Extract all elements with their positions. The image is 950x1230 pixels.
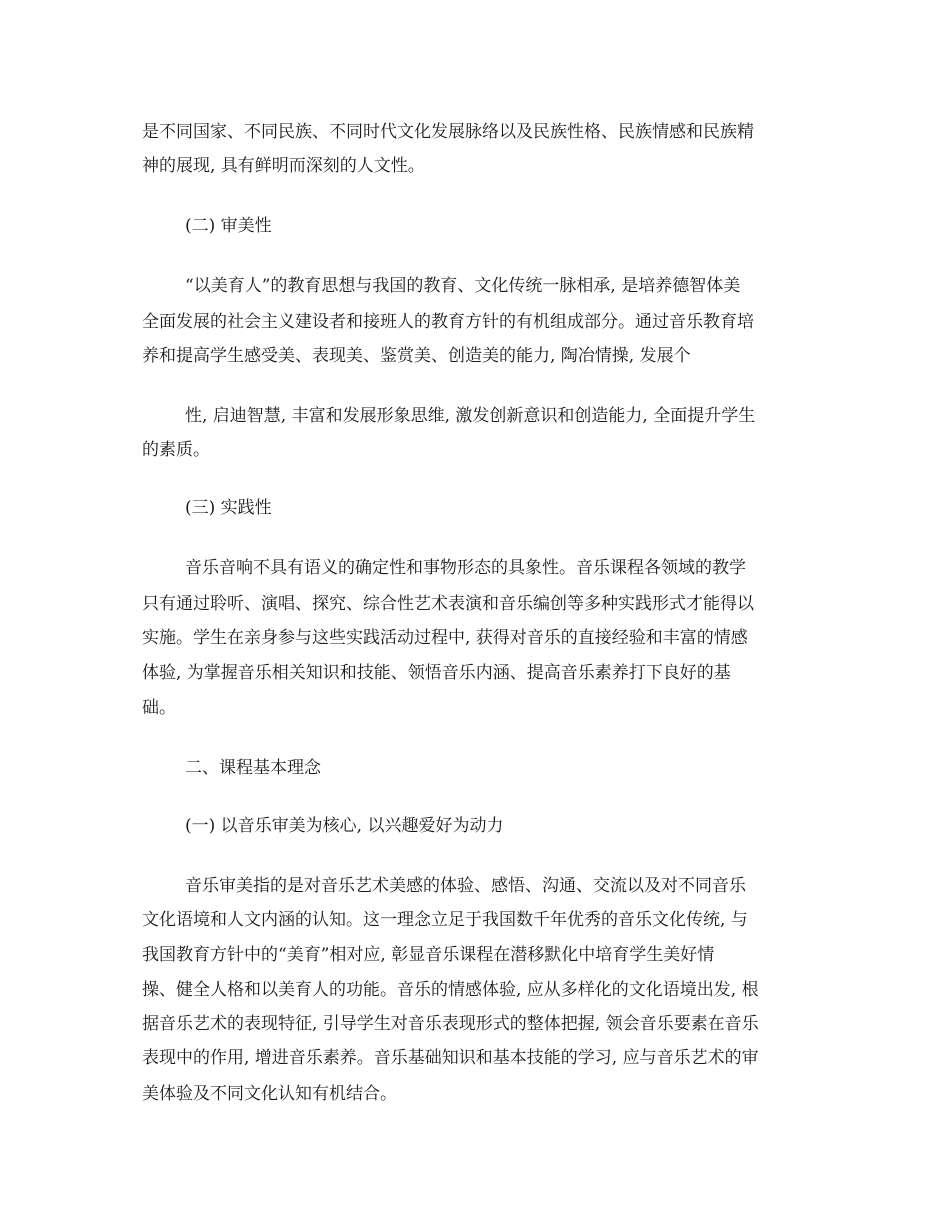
paragraph-line: 据音乐艺术的表现特征, 引导学生对音乐表现形式的整体把握, 领会音乐要素在音乐 [142,1014,759,1034]
paragraph-line: 性, 启迪智慧, 丰富和发展形象思维, 激发创新意识和创造能力, 全面提升学生 [185,406,756,426]
paragraph-line: 音乐审美指的是对音乐艺术美感的体验、感悟、沟通、交流以及对不同音乐 [185,876,746,896]
paragraph-line: 实施。学生在亲身参与这些实践活动过程中, 获得对音乐的直接经验和丰富的情感 [142,628,748,648]
paragraph-line: 础。 [142,698,176,718]
paragraph-line: 文化语境和人文内涵的认知。这一理念立足于我国数千年优秀的音乐文化传统, 与 [142,910,748,930]
section-heading: 二、课程基本理念 [185,758,321,778]
paragraph-line: 全面发展的社会主义建设者和接班人的教育方针的有机组成部分。通过音乐教育培 [142,312,754,332]
subsection-heading: (三) 实践性 [185,498,272,518]
paragraph-line: 音乐音响不具有语义的确定性和事物形态的具象性。音乐课程各领域的教学 [185,558,746,578]
paragraph-line: 是不同国家、不同民族、不同时代文化发展脉络以及民族性格、民族情感和民族精 [142,122,754,142]
paragraph-line: 我国教育方针中的“美育”相对应, 彰显音乐课程在潜移默化中培育学生美好情 [142,945,715,965]
subsection-heading: (一) 以音乐审美为核心, 以兴趣爱好为动力 [185,816,504,836]
paragraph-line: 操、健全人格和以美育人的功能。音乐的情感体验, 应从多样化的文化语境出发, 根 [142,980,759,1000]
paragraph-line: 的素质。 [142,440,210,460]
subsection-heading: (二) 审美性 [185,216,272,236]
paragraph-line: 神的展现, 具有鲜明而深刻的人文性。 [142,156,425,176]
paragraph-line: 养和提高学生感受美、表现美、鉴赏美、创造美的能力, 陶冶情操, 发展个 [142,346,691,366]
paragraph-line: 体验, 为掌握音乐相关知识和技能、领悟音乐内涵、提高音乐素养打下良好的基 [142,663,731,683]
paragraph-line: 只有通过聆听、演唱、探究、综合性艺术表演和音乐编创等多种实践形式才能得以 [142,594,754,614]
paragraph-line: 美体验及不同文化认知有机结合。 [142,1084,397,1104]
paragraph-line: 表现中的作用, 增进音乐素养。音乐基础知识和基本技能的学习, 应与音乐艺术的审 [142,1048,759,1068]
paragraph-line: “以美育人”的教育思想与我国的教育、文化传统一脉相承, 是培养德智体美 [185,276,741,296]
